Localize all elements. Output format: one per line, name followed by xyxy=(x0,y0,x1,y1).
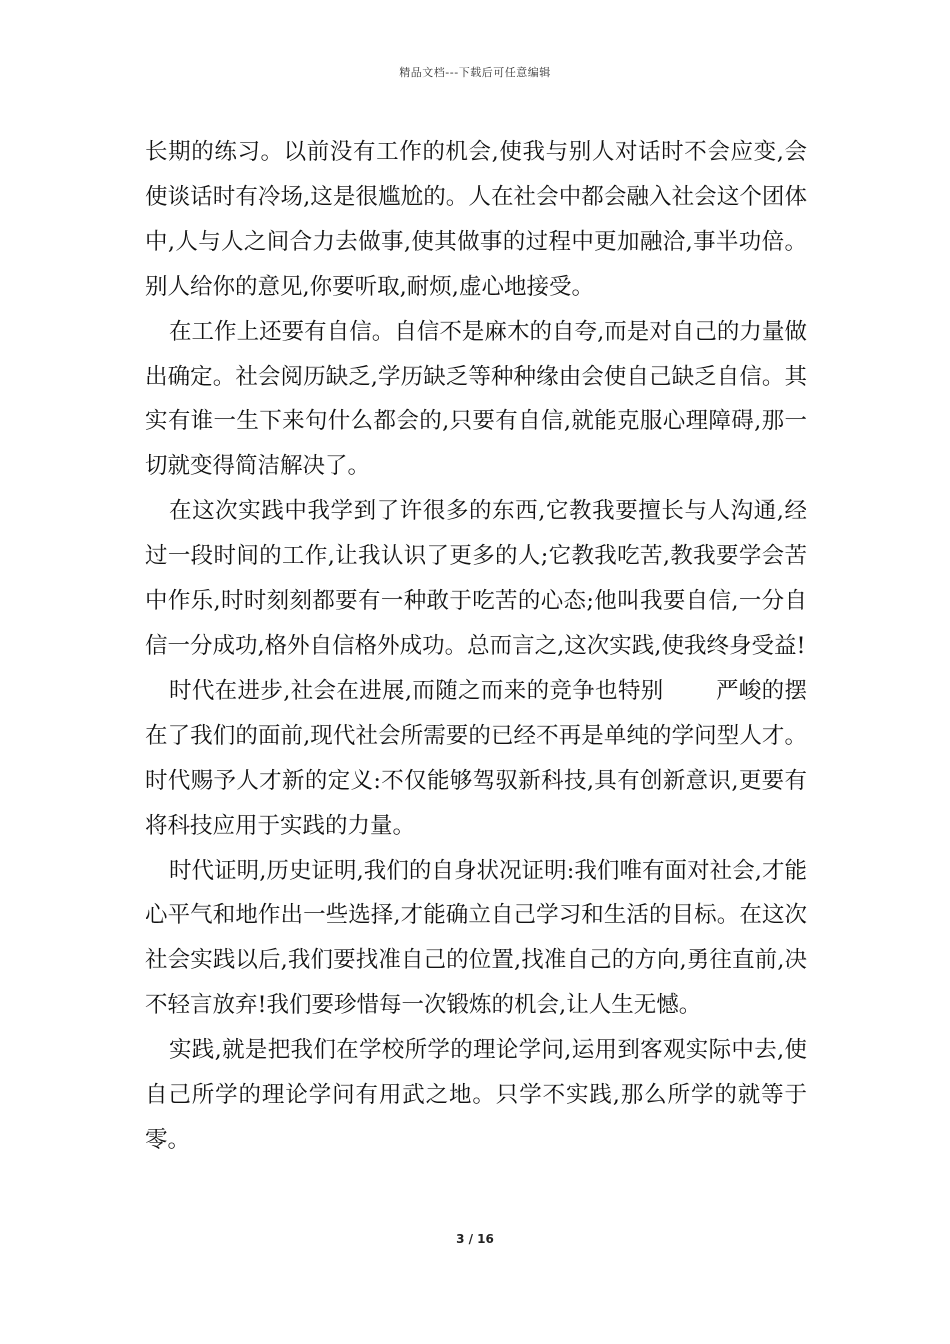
document-body xyxy=(145,130,807,1163)
paragraph-4-part-2: 严峻的摆在了我们的面前,现代社会所需要的已经不再是单纯的学问型人才。时代赐予人才新的定义:不仅能够驾驭新科技,具有创新意识,更要有将科技应用于实践的力量。 xyxy=(145,677,807,839)
paragraph-2: 在工作上还要有自信。自信不是麻木的自夸,而是对自己的力量做出确定。社会阅历缺乏,学历缺乏等种种缘由会使自己缺乏自信。其实有谁一生下来句什么都会的,只要有自信,就能克服心理障碍,那一切就变得简洁解决了。 xyxy=(145,318,807,480)
paragraph-4 xyxy=(145,669,807,849)
paragraph-5: 时代证明,历史证明,我们的自身状况证明:我们唯有面对社会,才能心平气和地作出一些选择,才能确立自己学习和生活的目标。在这次社会实践以后,我们要找准自己的位置,找准自己的方向,勇往直前,决不轻言放弃!我们要珍惜每一次锻炼的机会,让人生无憾。 xyxy=(145,857,807,1019)
page-header: 精品文档---下载后可任意编辑 xyxy=(399,66,551,79)
paragraph-4-part-1: 时代在进步,社会在进展,而随之而来的竞争也特别 xyxy=(169,677,664,704)
paragraph-3: 在这次实践中我学到了许很多的东西,它教我要擅长与人沟通,经过一段时间的工作,让我认识了更多的人;它教我吃苦,教我要学会苦中作乐,时时刻刻都要有一种敢于吃苦的心态;他叫我要自信,一分自信一分成功,格外自信格外成功。总而言之,这次实践,使我终身受益! xyxy=(145,498,807,659)
page-number: 3 / 16 xyxy=(456,1232,494,1246)
paragraph-1: 长期的练习。以前没有工作的机会,使我与别人对话时不会应变,会使谈话时有冷场,这是很尴尬的。人在社会中都会融入社会这个团体中,人与人之间合力去做事,使其做事的过程中更加融洽,事半功倍。别人给你的意见,你要听取,耐烦,虚心地接受。 xyxy=(145,139,807,300)
paragraph-6: 实践,就是把我们在学校所学的理论学问,运用到客观实际中去,使自己所学的理论学问有用武之地。只学不实践,那么所学的就等于零。 xyxy=(145,1037,807,1153)
